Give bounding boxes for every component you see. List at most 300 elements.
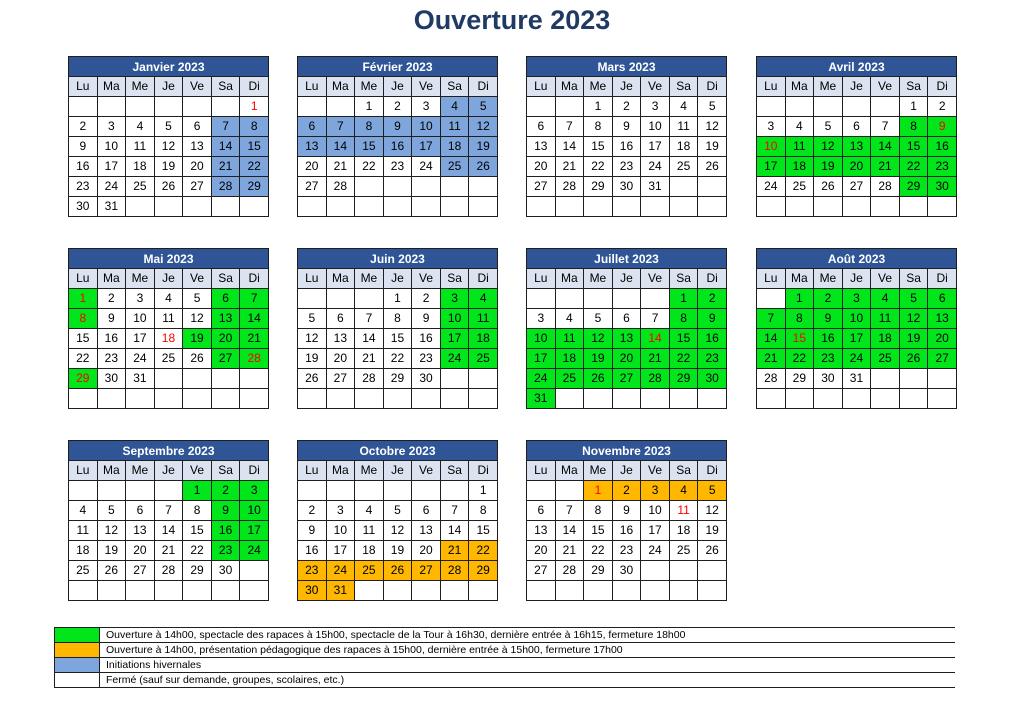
day-cell: 15	[785, 329, 814, 349]
day-cell: 18	[69, 541, 98, 561]
day-cell: 29	[584, 561, 613, 581]
weekday-label: Di	[698, 269, 727, 289]
day-cell: 5	[698, 97, 727, 117]
weekday-label: Di	[469, 77, 498, 97]
weekday-label: Je	[383, 461, 412, 481]
day-cell: 11	[126, 137, 155, 157]
day-cell: 7	[355, 309, 384, 329]
day-cell: 29	[183, 561, 212, 581]
day-cell: 26	[383, 561, 412, 581]
empty-cell	[412, 581, 441, 601]
day-cell: 27	[211, 349, 240, 369]
weekday-label: Ma	[326, 77, 355, 97]
day-cell: 20	[183, 157, 212, 177]
weekday-label: Ve	[871, 269, 900, 289]
weekday-label: Sa	[899, 269, 928, 289]
weekday-label: Je	[842, 77, 871, 97]
day-cell: 24	[440, 349, 469, 369]
day-cell: 28	[154, 561, 183, 581]
day-cell: 7	[641, 309, 670, 329]
day-cell: 20	[126, 541, 155, 561]
day-cell: 8	[785, 309, 814, 329]
day-cell: 26	[154, 177, 183, 197]
day-cell: 16	[298, 541, 327, 561]
empty-cell	[240, 197, 269, 217]
month-title: Juillet 2023	[527, 249, 727, 269]
day-cell: 16	[814, 329, 843, 349]
month-calendar	[756, 56, 957, 217]
day-cell: 11	[669, 117, 698, 137]
day-cell: 11	[69, 521, 98, 541]
day-cell: 4	[669, 97, 698, 117]
day-cell: 7	[154, 501, 183, 521]
day-cell: 18	[440, 137, 469, 157]
empty-cell	[527, 97, 556, 117]
day-cell: 14	[355, 329, 384, 349]
empty-cell	[469, 177, 498, 197]
legend-swatch	[55, 658, 100, 673]
weekday-label: Me	[355, 77, 384, 97]
day-cell: 30	[211, 561, 240, 581]
empty-cell	[928, 197, 957, 217]
day-cell: 27	[298, 177, 327, 197]
day-cell: 18	[154, 329, 183, 349]
day-cell: 15	[355, 137, 384, 157]
empty-cell	[555, 289, 584, 309]
weekday-label: Ma	[97, 461, 126, 481]
day-cell: 2	[211, 481, 240, 501]
day-cell: 20	[412, 541, 441, 561]
day-cell: 1	[355, 97, 384, 117]
day-cell: 6	[928, 289, 957, 309]
day-cell: 27	[527, 561, 556, 581]
day-cell: 8	[669, 309, 698, 329]
day-cell: 26	[97, 561, 126, 581]
day-cell: 10	[326, 521, 355, 541]
month-title: Janvier 2023	[69, 57, 269, 77]
weekday-label: Ve	[641, 461, 670, 481]
day-cell: 19	[814, 157, 843, 177]
weekday-label: Lu	[298, 77, 327, 97]
day-cell: 24	[97, 177, 126, 197]
day-cell: 7	[326, 117, 355, 137]
weekday-label: Me	[355, 461, 384, 481]
day-cell: 23	[412, 349, 441, 369]
day-cell: 14	[871, 137, 900, 157]
weekday-label: Ma	[555, 269, 584, 289]
empty-cell	[814, 197, 843, 217]
day-cell: 25	[126, 177, 155, 197]
empty-cell	[298, 97, 327, 117]
empty-cell	[899, 197, 928, 217]
day-cell: 8	[469, 501, 498, 521]
day-cell: 25	[154, 349, 183, 369]
empty-cell	[383, 581, 412, 601]
day-cell: 16	[928, 137, 957, 157]
day-cell: 15	[383, 329, 412, 349]
weekday-label: Je	[612, 77, 641, 97]
weekday-label: Di	[240, 77, 269, 97]
empty-cell	[440, 389, 469, 409]
day-cell: 27	[412, 561, 441, 581]
day-cell: 19	[584, 349, 613, 369]
empty-cell	[612, 581, 641, 601]
empty-cell	[154, 369, 183, 389]
day-cell: 5	[154, 117, 183, 137]
day-cell: 25	[469, 349, 498, 369]
empty-cell	[669, 177, 698, 197]
day-cell: 14	[757, 329, 786, 349]
day-cell: 22	[383, 349, 412, 369]
empty-cell	[97, 389, 126, 409]
day-cell: 13	[211, 309, 240, 329]
month-title: Octobre 2023	[298, 441, 498, 461]
day-cell: 12	[383, 521, 412, 541]
empty-cell	[698, 581, 727, 601]
day-cell: 13	[298, 137, 327, 157]
empty-cell	[440, 481, 469, 501]
day-cell: 27	[612, 369, 641, 389]
legend-text: Fermé (sauf sur demande, groupes, scolaires, etc.)	[100, 673, 956, 688]
day-cell: 15	[899, 137, 928, 157]
month-calendar	[297, 248, 498, 409]
day-cell: 8	[584, 501, 613, 521]
empty-cell	[412, 197, 441, 217]
legend-row	[55, 658, 956, 673]
day-cell: 2	[69, 117, 98, 137]
day-cell: 29	[669, 369, 698, 389]
day-cell: 18	[669, 137, 698, 157]
day-cell: 23	[698, 349, 727, 369]
month-calendar	[68, 56, 269, 217]
day-cell: 23	[298, 561, 327, 581]
empty-cell	[383, 481, 412, 501]
day-cell: 10	[641, 501, 670, 521]
day-cell: 9	[928, 117, 957, 137]
weekday-label: Je	[154, 461, 183, 481]
empty-cell	[183, 389, 212, 409]
empty-cell	[383, 197, 412, 217]
day-cell: 16	[383, 137, 412, 157]
day-cell: 8	[899, 117, 928, 137]
weekday-label: Je	[154, 77, 183, 97]
weekday-label: Sa	[211, 77, 240, 97]
day-cell: 26	[698, 157, 727, 177]
weekday-label: Ve	[412, 77, 441, 97]
weekday-label: Sa	[440, 77, 469, 97]
day-cell: 2	[612, 97, 641, 117]
empty-cell	[871, 389, 900, 409]
weekday-label: Ve	[871, 77, 900, 97]
day-cell: 27	[842, 177, 871, 197]
legend-row	[55, 673, 956, 688]
weekday-label: Di	[469, 461, 498, 481]
day-cell: 10	[126, 309, 155, 329]
day-cell: 19	[698, 137, 727, 157]
empty-cell	[641, 561, 670, 581]
empty-cell	[928, 369, 957, 389]
day-cell: 1	[785, 289, 814, 309]
day-cell: 19	[469, 137, 498, 157]
day-cell: 21	[871, 157, 900, 177]
empty-cell	[469, 581, 498, 601]
empty-cell	[555, 481, 584, 501]
day-cell: 10	[527, 329, 556, 349]
day-cell: 19	[383, 541, 412, 561]
weekday-label: Lu	[527, 461, 556, 481]
day-cell: 8	[69, 309, 98, 329]
day-cell: 24	[126, 349, 155, 369]
day-cell: 10	[97, 137, 126, 157]
day-cell: 31	[97, 197, 126, 217]
day-cell: 3	[126, 289, 155, 309]
day-cell: 1	[183, 481, 212, 501]
month-title: Juin 2023	[298, 249, 498, 269]
day-cell: 11	[871, 309, 900, 329]
day-cell: 13	[126, 521, 155, 541]
day-cell: 14	[641, 329, 670, 349]
day-cell: 18	[555, 349, 584, 369]
day-cell: 27	[126, 561, 155, 581]
day-cell: 9	[97, 309, 126, 329]
empty-cell	[211, 97, 240, 117]
day-cell: 20	[326, 349, 355, 369]
day-cell: 28	[757, 369, 786, 389]
day-cell: 14	[440, 521, 469, 541]
day-cell: 20	[928, 329, 957, 349]
day-cell: 7	[555, 117, 584, 137]
day-cell: 22	[785, 349, 814, 369]
empty-cell	[69, 389, 98, 409]
day-cell: 22	[183, 541, 212, 561]
day-cell: 28	[555, 561, 584, 581]
day-cell: 12	[698, 501, 727, 521]
empty-cell	[871, 369, 900, 389]
day-cell: 23	[612, 541, 641, 561]
weekday-label: Je	[383, 269, 412, 289]
day-cell: 21	[555, 157, 584, 177]
day-cell: 18	[669, 521, 698, 541]
day-cell: 6	[326, 309, 355, 329]
day-cell: 4	[669, 481, 698, 501]
empty-cell	[612, 389, 641, 409]
day-cell: 19	[97, 541, 126, 561]
empty-cell	[555, 581, 584, 601]
empty-cell	[154, 481, 183, 501]
day-cell: 25	[871, 349, 900, 369]
weekday-label: Ma	[97, 269, 126, 289]
empty-cell	[126, 581, 155, 601]
empty-cell	[641, 389, 670, 409]
empty-cell	[97, 97, 126, 117]
empty-cell	[154, 97, 183, 117]
day-cell: 12	[469, 117, 498, 137]
day-cell: 23	[928, 157, 957, 177]
day-cell: 12	[97, 521, 126, 541]
empty-cell	[584, 389, 613, 409]
day-cell: 11	[469, 309, 498, 329]
legend-text: Initiations hivernales	[100, 658, 956, 673]
empty-cell	[584, 581, 613, 601]
empty-cell	[814, 389, 843, 409]
empty-cell	[757, 97, 786, 117]
empty-cell	[240, 581, 269, 601]
day-cell: 8	[183, 501, 212, 521]
day-cell: 26	[183, 349, 212, 369]
day-cell: 22	[899, 157, 928, 177]
day-cell: 5	[183, 289, 212, 309]
day-cell: 9	[298, 521, 327, 541]
empty-cell	[641, 581, 670, 601]
empty-cell	[669, 561, 698, 581]
empty-cell	[412, 481, 441, 501]
month-title: Février 2023	[298, 57, 498, 77]
day-cell: 17	[126, 329, 155, 349]
empty-cell	[298, 197, 327, 217]
empty-cell	[355, 289, 384, 309]
weekday-label: Sa	[669, 77, 698, 97]
day-cell: 3	[842, 289, 871, 309]
day-cell: 13	[412, 521, 441, 541]
day-cell: 6	[527, 501, 556, 521]
weekday-label: Lu	[69, 269, 98, 289]
day-cell: 25	[69, 561, 98, 581]
empty-cell	[641, 289, 670, 309]
day-cell: 19	[899, 329, 928, 349]
day-cell: 3	[757, 117, 786, 137]
weekday-label: Lu	[298, 269, 327, 289]
empty-cell	[555, 97, 584, 117]
day-cell: 10	[412, 117, 441, 137]
weekday-label: Me	[126, 77, 155, 97]
day-cell: 23	[612, 157, 641, 177]
weekday-label: Je	[383, 77, 412, 97]
day-cell: 12	[698, 117, 727, 137]
empty-cell	[69, 97, 98, 117]
empty-cell	[183, 581, 212, 601]
day-cell: 6	[211, 289, 240, 309]
day-cell: 12	[899, 309, 928, 329]
empty-cell	[757, 389, 786, 409]
day-cell: 14	[211, 137, 240, 157]
day-cell: 27	[928, 349, 957, 369]
day-cell: 2	[612, 481, 641, 501]
day-cell: 5	[899, 289, 928, 309]
day-cell: 5	[383, 501, 412, 521]
day-cell: 7	[440, 501, 469, 521]
day-cell: 15	[584, 137, 613, 157]
empty-cell	[899, 369, 928, 389]
day-cell: 22	[469, 541, 498, 561]
day-cell: 29	[899, 177, 928, 197]
month-calendar	[526, 56, 727, 217]
empty-cell	[383, 389, 412, 409]
day-cell: 16	[612, 521, 641, 541]
day-cell: 28	[326, 177, 355, 197]
legend-text: Ouverture à 14h00, présentation pédagogique des rapaces à 15h00, dernière entrée à 15h00, fermeture 17h00	[100, 643, 956, 658]
day-cell: 4	[440, 97, 469, 117]
day-cell: 13	[928, 309, 957, 329]
weekday-label: Sa	[669, 269, 698, 289]
day-cell: 10	[440, 309, 469, 329]
empty-cell	[440, 177, 469, 197]
empty-cell	[154, 197, 183, 217]
day-cell: 18	[355, 541, 384, 561]
weekday-label: Sa	[899, 77, 928, 97]
day-cell: 28	[211, 177, 240, 197]
day-cell: 29	[785, 369, 814, 389]
day-cell: 12	[584, 329, 613, 349]
empty-cell	[555, 389, 584, 409]
weekday-label: Me	[584, 77, 613, 97]
empty-cell	[383, 177, 412, 197]
weekday-label: Ve	[412, 269, 441, 289]
day-cell: 28	[240, 349, 269, 369]
day-cell: 30	[814, 369, 843, 389]
day-cell: 17	[326, 541, 355, 561]
month-title: Avril 2023	[757, 57, 957, 77]
weekday-label: Ma	[326, 269, 355, 289]
empty-cell	[126, 97, 155, 117]
month-title: Novembre 2023	[527, 441, 727, 461]
day-cell: 14	[555, 521, 584, 541]
day-cell: 22	[355, 157, 384, 177]
day-cell: 6	[612, 309, 641, 329]
day-cell: 27	[527, 177, 556, 197]
day-cell: 27	[326, 369, 355, 389]
day-cell: 4	[555, 309, 584, 329]
day-cell: 23	[69, 177, 98, 197]
day-cell: 19	[183, 329, 212, 349]
day-cell: 7	[211, 117, 240, 137]
day-cell: 15	[584, 521, 613, 541]
day-cell: 11	[785, 137, 814, 157]
day-cell: 3	[240, 481, 269, 501]
day-cell: 5	[97, 501, 126, 521]
day-cell: 5	[298, 309, 327, 329]
day-cell: 9	[612, 117, 641, 137]
empty-cell	[757, 289, 786, 309]
page-title: Ouverture 2023	[413, 5, 611, 35]
month-calendar	[68, 440, 269, 601]
day-cell: 28	[871, 177, 900, 197]
empty-cell	[584, 197, 613, 217]
empty-cell	[757, 197, 786, 217]
day-cell: 3	[641, 97, 670, 117]
empty-cell	[240, 561, 269, 581]
empty-cell	[785, 389, 814, 409]
legend-swatch	[55, 628, 100, 643]
day-cell: 20	[527, 157, 556, 177]
legend-row	[55, 628, 956, 643]
day-cell: 21	[211, 157, 240, 177]
day-cell: 25	[669, 157, 698, 177]
legend-swatch	[55, 643, 100, 658]
day-cell: 29	[69, 369, 98, 389]
day-cell: 1	[584, 481, 613, 501]
day-cell: 16	[69, 157, 98, 177]
weekday-label: Ve	[183, 269, 212, 289]
day-cell: 4	[871, 289, 900, 309]
day-cell: 2	[698, 289, 727, 309]
day-cell: 2	[298, 501, 327, 521]
weekday-label: Lu	[298, 461, 327, 481]
day-cell: 26	[698, 541, 727, 561]
day-cell: 13	[183, 137, 212, 157]
day-cell: 8	[355, 117, 384, 137]
day-cell: 15	[183, 521, 212, 541]
empty-cell	[440, 197, 469, 217]
